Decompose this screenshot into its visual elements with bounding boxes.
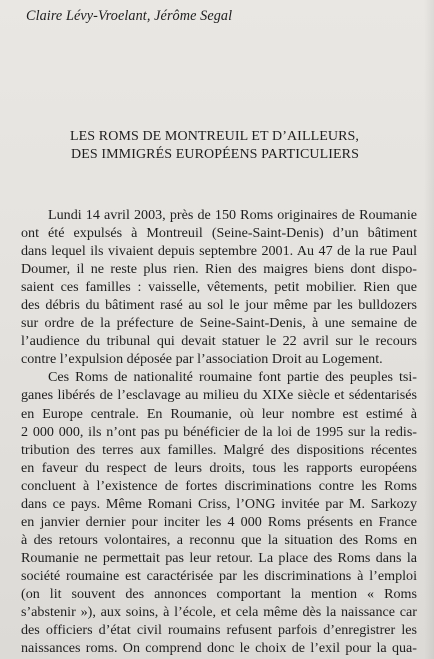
chapter-title-line-1: LES ROMS DE MONTREUIL ET D’AILLEURS, xyxy=(70,129,360,144)
text-line: Roumanie ne permettait pas leur retour. La place des Roms dans la xyxy=(21,549,417,566)
text-line: ont été expulsés à Montreuil (Seine-Saint-Denis) d’un bâtiment xyxy=(21,225,417,242)
text-line: en Europe centrale. En Roumanie, où leur nombre est estimé à xyxy=(21,405,417,422)
text-line: s’abstenir »), aux soins, à l’école, et cela même dès la naissance car xyxy=(21,604,417,621)
text-line: des officiers d’état civil roumains refusent parfois d’enregistrer les xyxy=(21,622,417,639)
text-line: naissances roms. On comprend donc le choix de l’exil pour la qua- xyxy=(21,640,417,657)
chapter-title xyxy=(70,128,390,164)
text-line: des débris du bâtiment rasé au sol le jour même par les bulldozers xyxy=(21,297,417,314)
text-line: à des retours volontaires, a reconnu que la situation des Roms en xyxy=(21,531,417,548)
text-line: concluent à l’existence de fortes discriminations contre les Roms xyxy=(21,477,417,494)
text-line: 2 000 000, ils n’ont pas pu bénéficier de la loi de 1995 sur la redis- xyxy=(21,423,417,440)
page-edge-shadow xyxy=(424,0,434,659)
text-line: en janvier dernier pour inciter les 4 000 Roms présents en France xyxy=(21,513,417,530)
text-line: Lundi 14 avril 2003, près de 150 Roms originaires de Roumanie xyxy=(48,207,417,223)
text-line: dans lequel ils vivaient depuis septembre 2001. Au 47 de la rue Paul xyxy=(21,243,417,260)
text-line: Ces Roms de nationalité roumaine font partie des peuples tsi- xyxy=(48,369,417,386)
text-line: saient ces familles : vaisselle, vêtements, petit mobilier. Rien que xyxy=(21,279,417,296)
paragraph-1 xyxy=(21,206,417,368)
running-head-authors: Claire Lévy-Vroelant, Jérôme Segal xyxy=(26,8,233,24)
text-line: dans ce pays. Même Romani Criss, l’ONG invitée par M. Sarkozy xyxy=(21,495,417,512)
text-line: (on lit souvent des annonces comportant la mention « Roms xyxy=(21,585,417,602)
text-line: ganes libérés de l’esclavage au milieu du XIXe siècle et sédentarisés xyxy=(21,387,417,404)
chapter-title-line-2: DES IMMIGRÉS EUROPÉENS PARTICULIERS xyxy=(71,147,360,162)
text-line: tribution des terres aux familles. Malgré des dispositions récentes xyxy=(21,441,417,458)
paragraph-2 xyxy=(21,368,417,657)
text-line: sur ordre de la préfecture de Seine-Saint-Denis, à une semaine de xyxy=(21,315,417,332)
text-line: société roumaine est caractérisée par les discriminations à l’emploi xyxy=(21,567,417,584)
text-line: en faveur du respect de leurs droits, tous les rapports européens xyxy=(21,459,417,476)
text-line: Doumer, il ne reste plus rien. Rien des maigres biens dont dispo- xyxy=(21,261,417,278)
body-text xyxy=(21,206,417,657)
text-line: contre l’expulsion déposée par l’association Droit au Logement. xyxy=(21,351,383,368)
text-line: l’audience du tribunal qui devait statuer le 22 avril sur le recours xyxy=(21,333,417,350)
